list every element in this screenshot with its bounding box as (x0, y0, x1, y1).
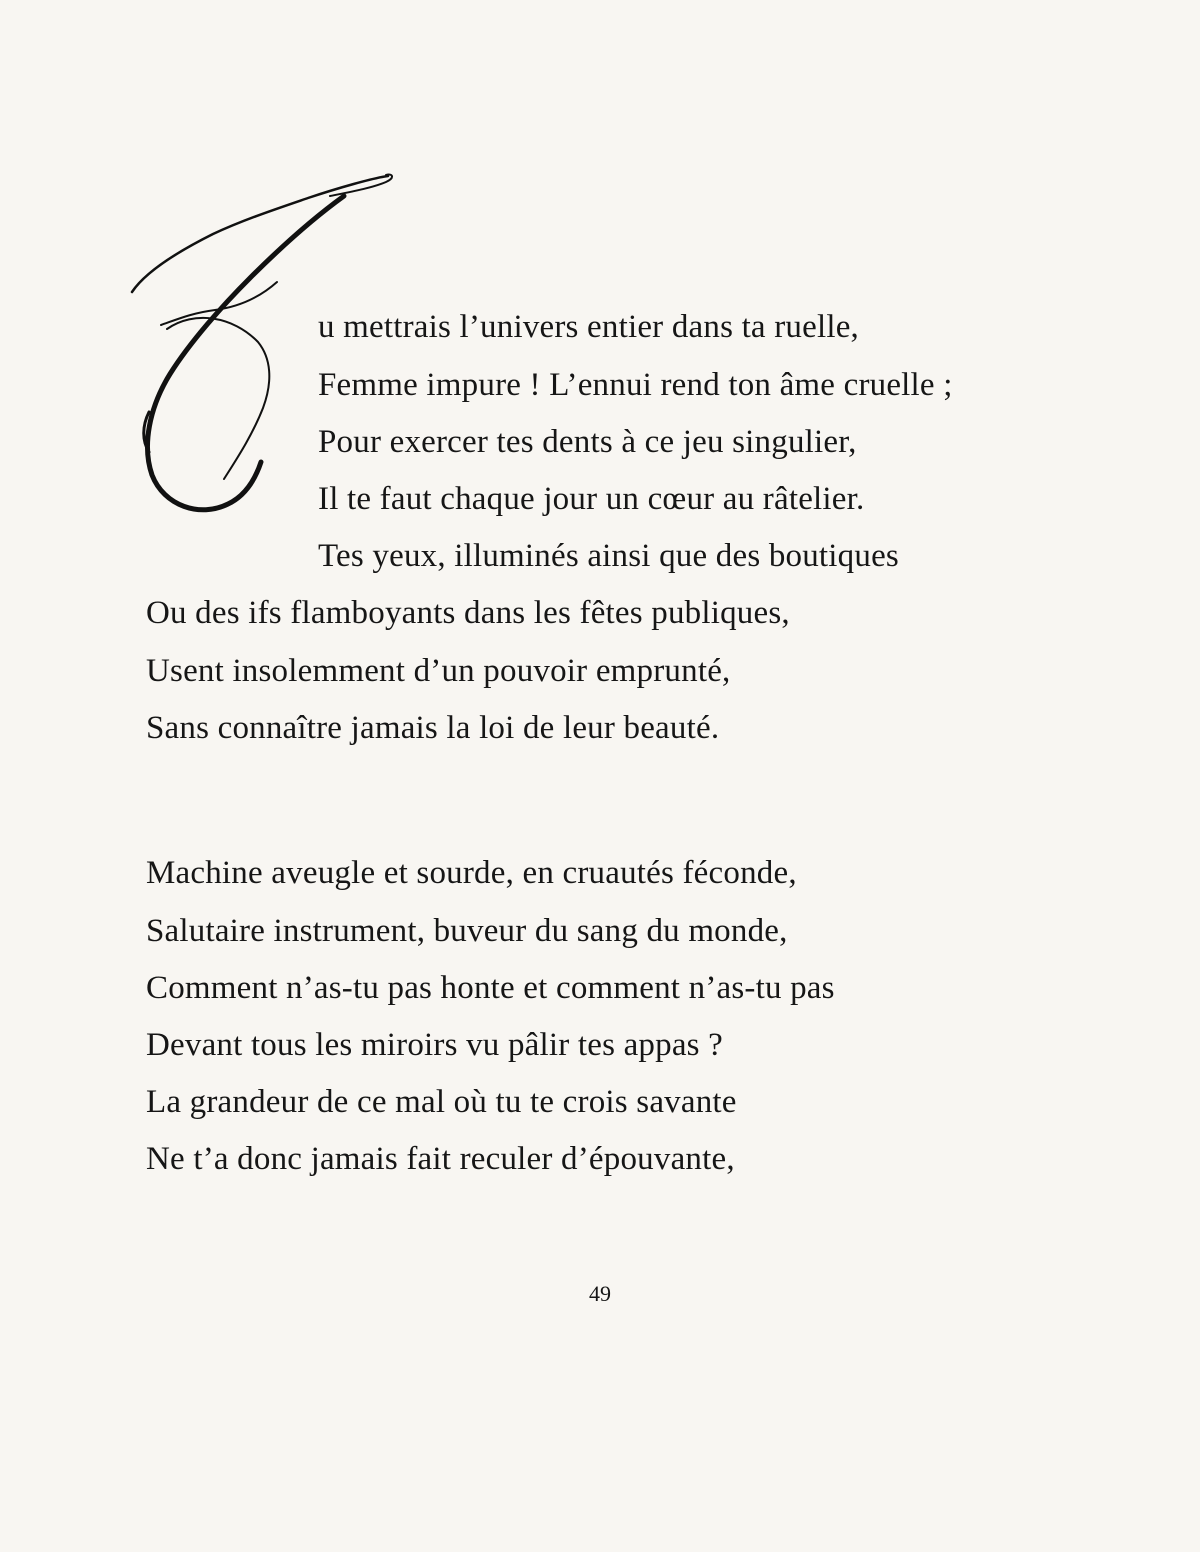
poem-line: Femme impure ! L’ennui rend ton âme cruelle ; (318, 367, 953, 403)
poem-line: La grandeur de ce mal où tu te crois savante (146, 1084, 737, 1120)
poem-line: Tes yeux, illuminés ainsi que des boutiques (318, 538, 899, 574)
poem-line: Comment n’as-tu pas honte et comment n’as-tu pas (146, 970, 835, 1006)
poem-line: Machine aveugle et sourde, en cruautés féconde, (146, 855, 797, 891)
poem-line: Devant tous les miroirs vu pâlir tes appas ? (146, 1027, 724, 1063)
poem-line: Ou des ifs flamboyants dans les fêtes publiques, (146, 595, 790, 631)
poem-line: Il te faut chaque jour un cœur au râtelier. (318, 481, 865, 517)
poem-line: Salutaire instrument, buveur du sang du monde, (146, 913, 788, 949)
poem-line: Sans connaître jamais la loi de leur beauté. (146, 710, 720, 746)
poem-line: Ne t’a donc jamais fait reculer d’épouvante, (146, 1141, 735, 1177)
poem-line: u mettrais l’univers entier dans ta ruelle, (318, 309, 859, 345)
poem-line: Usent insolemment d’un pouvoir emprunté, (146, 653, 731, 689)
page-number: 49 (589, 1281, 611, 1306)
poem-line: Pour exercer tes dents à ce jeu singulier, (318, 424, 857, 460)
